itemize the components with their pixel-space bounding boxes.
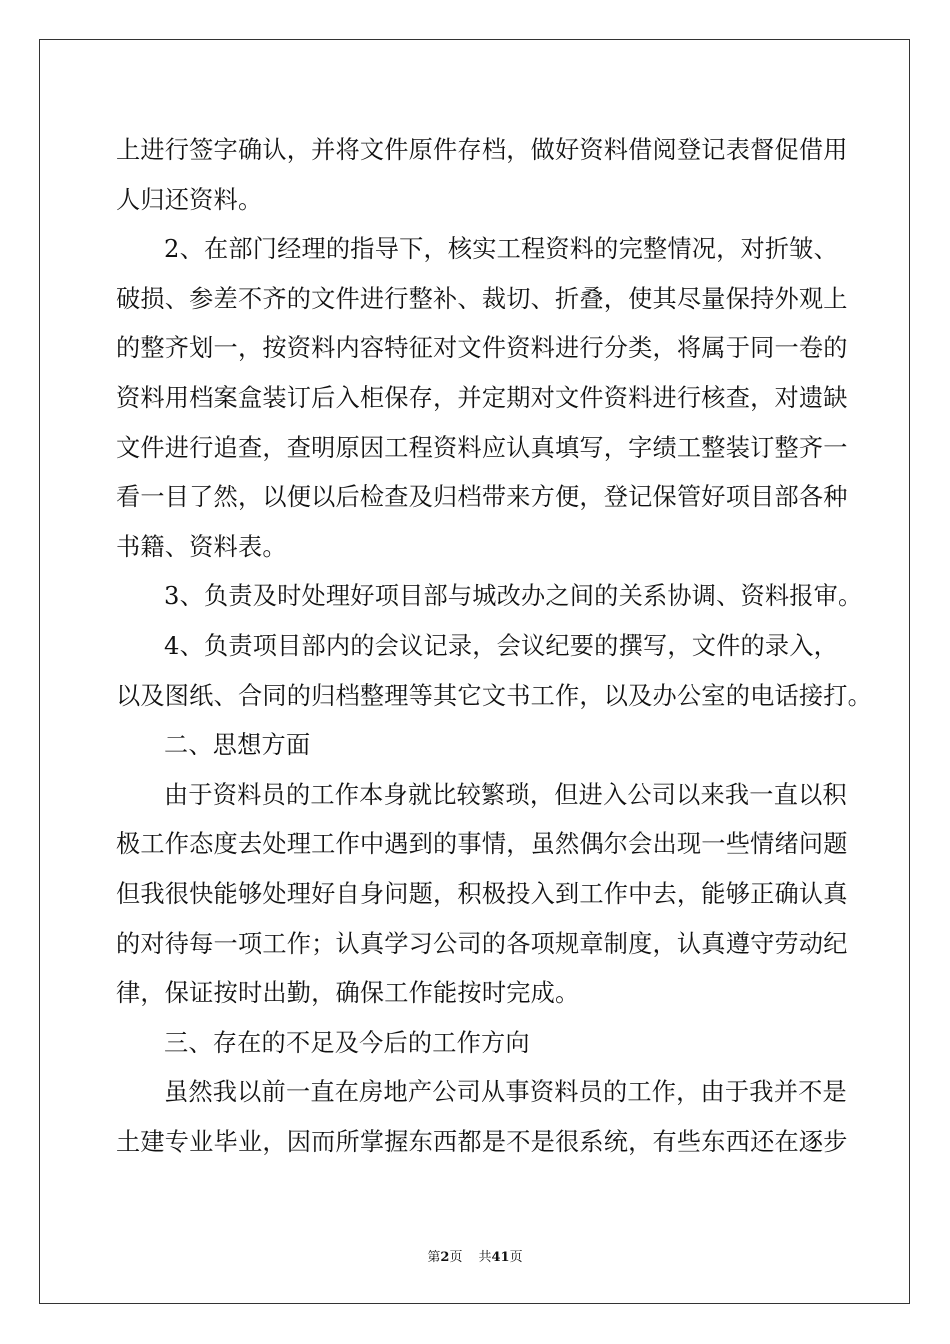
- total-pages: 41: [491, 1250, 510, 1265]
- text-line: 极工作态度去处理工作中遇到的事情，虽然偶尔会出现一些情绪问题: [116, 830, 848, 859]
- total-prefix: 共: [478, 1250, 492, 1265]
- page-suffix: 页: [449, 1250, 463, 1265]
- text-line: 上进行签字确认，并将文件原件存档，做好资料借阅登记表督促借用: [116, 136, 848, 164]
- text-line: 由于资料员的工作本身就比较繁琐，但进入公司以来我一直以积: [164, 780, 847, 809]
- text-line: 土建专业毕业，因而所掌握东西都是不是很系统，有些东西还在逐步: [116, 1127, 848, 1156]
- page-number: 2: [440, 1250, 450, 1265]
- text-line: 3、负责及时处理好项目部与城改办之间的关系协调、资料报审。: [164, 582, 863, 611]
- text-line: 文件进行追查，查明原因工程资料应认真填写，字绩工整装订整齐一: [116, 433, 848, 462]
- document-body: [116, 126, 873, 1167]
- text-line: 4、负责项目部内的会议记录，会议纪要的撰写，文件的录入，: [164, 631, 839, 660]
- page-footer: [0, 1246, 950, 1265]
- text-line: 2、在部门经理的指导下，核实工程资料的完整情况，对折皱、: [164, 235, 839, 264]
- text-line: 的对待每一项工作；认真学习公司的各项规章制度，认真遵守劳动纪: [116, 929, 848, 958]
- text-line: 破损、参差不齐的文件进行整补、裁切、折叠，使其尽量保持外观上: [116, 284, 848, 313]
- text-line: 但我很快能够处理好自身问题，积极投入到工作中去，能够正确认真: [116, 879, 848, 908]
- text-line: 人归还资料。: [116, 185, 263, 214]
- total-suffix: 页: [509, 1250, 523, 1265]
- text-line: 律，保证按时出勤，确保工作能按时完成。: [116, 979, 580, 1008]
- section-heading: 三、存在的不足及今后的工作方向: [164, 1028, 530, 1057]
- text-line: 书籍、资料表。: [116, 532, 287, 561]
- text-line: 资料用档案盒装订后入柜保存，并定期对文件资料进行核查，对遗缺: [116, 383, 848, 412]
- text-line: 虽然我以前一直在房地产公司从事资料员的工作，由于我并不是: [164, 1078, 847, 1107]
- section-heading: 二、思想方面: [164, 731, 311, 760]
- page-prefix: 第: [427, 1250, 441, 1265]
- text-line: 的整齐划一，按资料内容特征对文件资料进行分类，将属于同一卷的: [116, 334, 848, 363]
- text-line: 看一目了然，以便以后检查及归档带来方便，登记保管好项目部各种: [116, 483, 848, 512]
- text-line: 以及图纸、合同的归档整理等其它文书工作，以及办公室的电话接打。: [116, 681, 873, 710]
